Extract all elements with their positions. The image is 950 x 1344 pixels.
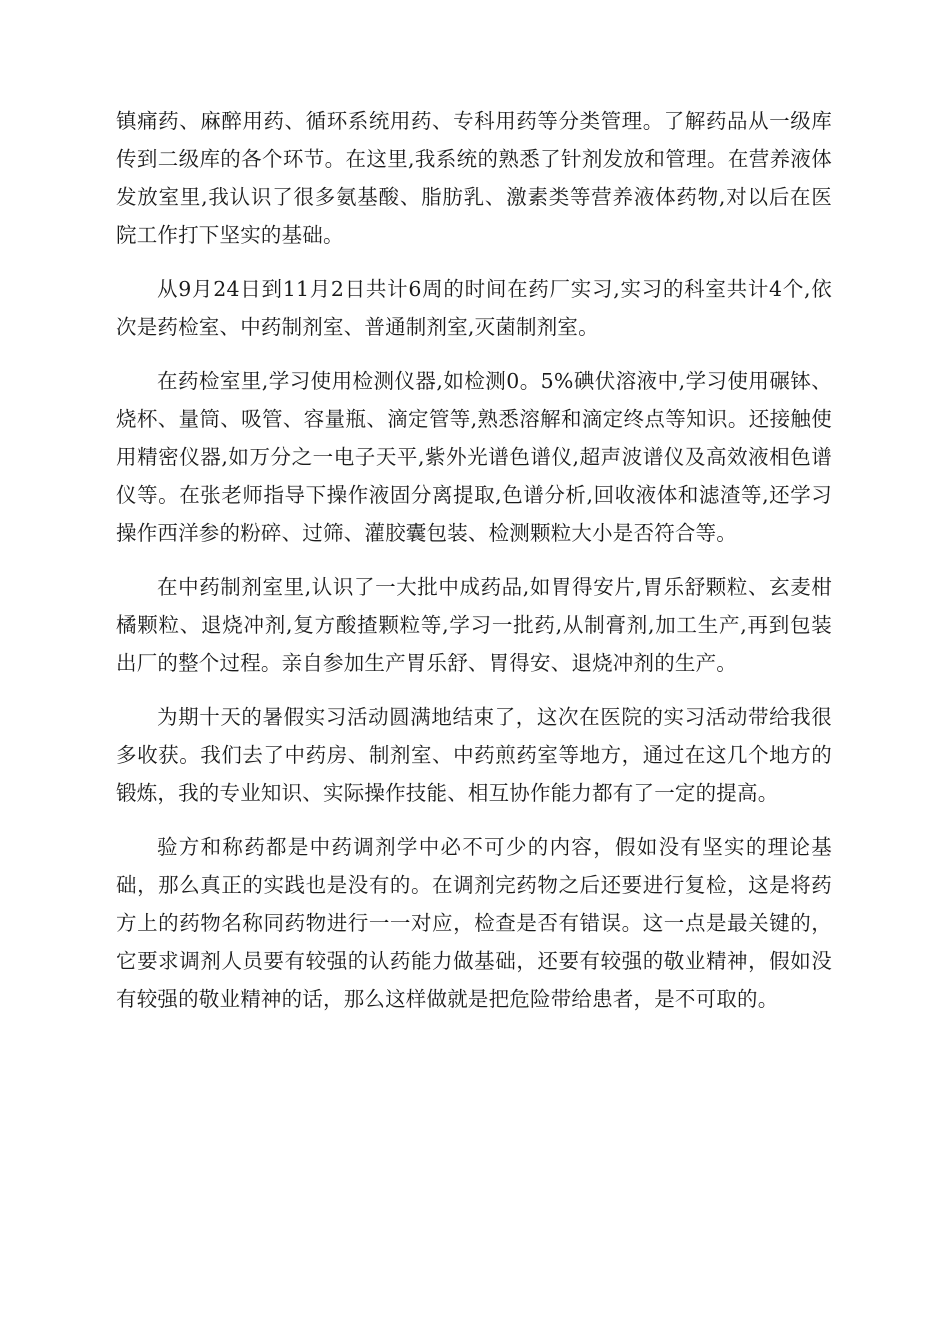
document-page bbox=[116, 102, 832, 1018]
paragraph-2: 从9月24日到11月2日共计6周的时间在药厂实习,实习的科室共计4个,依次是药检室、中药制剂室、普通制剂室,灭菌制剂室。 bbox=[116, 277, 832, 339]
paragraph-3: 在药检室里,学习使用检测仪器,如检测0。5%碘伏溶液中,学习使用碾钵、烧杯、量筒、吸管、容量瓶、滴定管等,熟悉溶解和滴定终点等知识。还接触使用精密仪器,如万分之一电子天平,紫外光谱色谱仪,超声波谱仪及高效液相色谱仪等。在张老师指导下操作液固分离提取,色谱分析,回收液体和滤渣等,还学习操作西洋参的粉碎、过筛、灌胶囊包装、检测颗粒大小是否符合等。 bbox=[116, 369, 832, 545]
paragraph-5: 为期十天的暑假实习活动圆满地结束了，这次在医院的实习活动带给我很多收获。我们去了中药房、制剂室、中药煎药室等地方，通过在这几个地方的锻炼，我的专业知识、实际操作技能、相互协作能力都有了一定的提高。 bbox=[116, 705, 832, 805]
paragraph-6: 验方和称药都是中药调剂学中必不可少的内容，假如没有坚实的理论基础，那么真正的实践也是没有的。在调剂完药物之后还要进行复检，这是将药方上的药物名称同药物进行一一对应，检查是否有错误。这一点是最关键的，它要求调剂人员要有较强的认药能力做基础，还要有较强的敬业精神，假如没有较强的敬业精神的话，那么这样做就是把危险带给患者，是不可取的。 bbox=[116, 835, 832, 1011]
paragraph-1: 镇痛药、麻醉用药、循环系统用药、专科用药等分类管理。了解药品从一级库传到二级库的各个环节。在这里,我系统的熟悉了针剂发放和管理。在营养液体发放室里,我认识了很多氨基酸、脂肪乳、激素类等营养液体药物,对以后在医院工作打下坚实的基础。 bbox=[116, 109, 832, 247]
paragraph-4: 在中药制剂室里,认识了一大批中成药品,如胃得安片,胃乐舒颗粒、玄麦柑橘颗粒、退烧冲剂,复方酸揸颗粒等,学习一批药,从制膏剂,加工生产,再到包装出厂的整个过程。亲自参加生产胃乐舒、胃得安、退烧冲剂的生产。 bbox=[116, 575, 832, 675]
